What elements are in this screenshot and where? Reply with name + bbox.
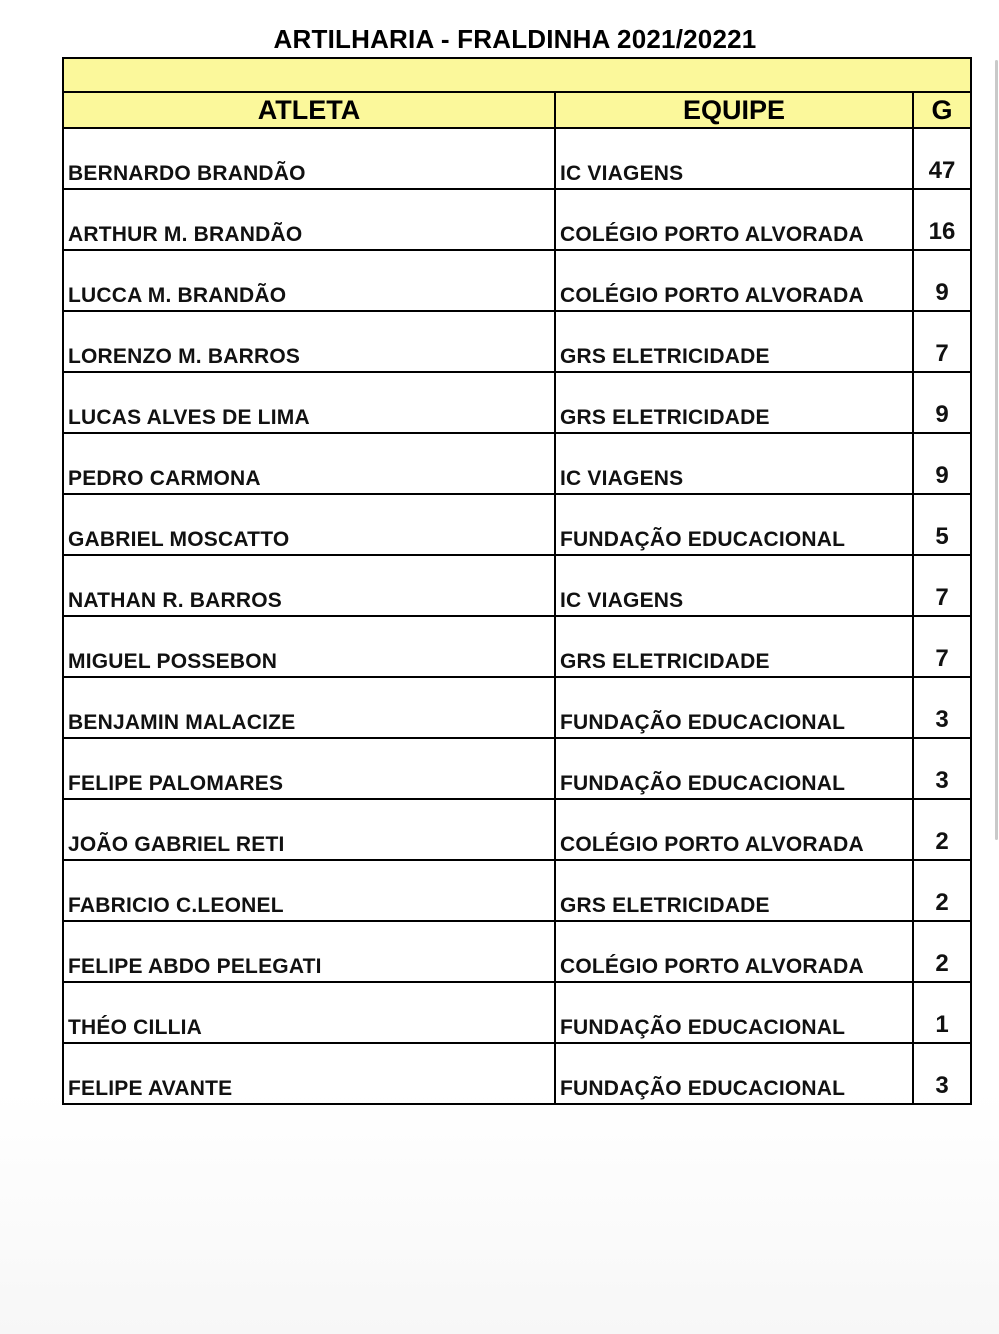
goals-cell: 2 bbox=[913, 860, 971, 921]
team-name-cell: GRS ELETRICIDADE bbox=[555, 860, 913, 921]
athlete-name-cell: LUCCA M. BRANDÃO bbox=[63, 250, 555, 311]
header-row bbox=[63, 92, 971, 128]
table-row bbox=[63, 311, 971, 372]
athlete-name-cell: BENJAMIN MALACIZE bbox=[63, 677, 555, 738]
table-row bbox=[63, 250, 971, 311]
athlete-name-cell: LUCAS ALVES DE LIMA bbox=[63, 372, 555, 433]
table-row bbox=[63, 921, 971, 982]
table-row bbox=[63, 555, 971, 616]
team-name-cell: COLÉGIO PORTO ALVORADA bbox=[555, 189, 913, 250]
goals-cell: 3 bbox=[913, 1043, 971, 1104]
goals-cell: 2 bbox=[913, 799, 971, 860]
column-header-atleta: ATLETA bbox=[63, 92, 555, 128]
team-name-cell: FUNDAÇÃO EDUCACIONAL bbox=[555, 494, 913, 555]
goals-cell: 9 bbox=[913, 250, 971, 311]
team-name-cell: IC VIAGENS bbox=[555, 128, 913, 189]
team-name-cell: FUNDAÇÃO EDUCACIONAL bbox=[555, 677, 913, 738]
team-name-cell: GRS ELETRICIDADE bbox=[555, 616, 913, 677]
athlete-name-cell: ARTHUR M. BRANDÃO bbox=[63, 189, 555, 250]
table-row bbox=[63, 982, 971, 1043]
table-row bbox=[63, 1043, 971, 1104]
athlete-name-cell: THÉO CILLIA bbox=[63, 982, 555, 1043]
goals-cell: 1 bbox=[913, 982, 971, 1043]
page-title: ARTILHARIA - FRALDINHA 2021/20221 bbox=[273, 24, 757, 54]
goals-cell: 16 bbox=[913, 189, 971, 250]
athlete-name-cell: FELIPE PALOMARES bbox=[63, 738, 555, 799]
team-name-cell: COLÉGIO PORTO ALVORADA bbox=[555, 799, 913, 860]
team-name-cell: GRS ELETRICIDADE bbox=[555, 372, 913, 433]
athlete-name-cell: GABRIEL MOSCATTO bbox=[63, 494, 555, 555]
scrollbar[interactable] bbox=[995, 60, 998, 840]
table-row bbox=[63, 494, 971, 555]
athlete-name-cell: JOÃO GABRIEL RETI bbox=[63, 799, 555, 860]
team-name-cell: FUNDAÇÃO EDUCACIONAL bbox=[555, 982, 913, 1043]
athlete-name-cell: FABRICIO C.LEONEL bbox=[63, 860, 555, 921]
athlete-name-cell: MIGUEL POSSEBON bbox=[63, 616, 555, 677]
athlete-name-cell: LORENZO M. BARROS bbox=[63, 311, 555, 372]
table-row bbox=[63, 189, 971, 250]
goals-cell: 3 bbox=[913, 738, 971, 799]
team-name-cell: FUNDAÇÃO EDUCACIONAL bbox=[555, 1043, 913, 1104]
team-name-cell: FUNDAÇÃO EDUCACIONAL bbox=[555, 738, 913, 799]
table-row bbox=[63, 128, 971, 189]
table-row bbox=[63, 433, 971, 494]
goals-cell: 7 bbox=[913, 311, 971, 372]
goals-cell: 9 bbox=[913, 372, 971, 433]
team-name-cell: GRS ELETRICIDADE bbox=[555, 311, 913, 372]
page-background bbox=[0, 1090, 999, 1334]
column-header-gols: G bbox=[913, 92, 971, 128]
table-row bbox=[63, 616, 971, 677]
goals-cell: 2 bbox=[913, 921, 971, 982]
header-band bbox=[63, 58, 971, 92]
goals-cell: 47 bbox=[913, 128, 971, 189]
goals-cell: 5 bbox=[913, 494, 971, 555]
team-name-cell: COLÉGIO PORTO ALVORADA bbox=[555, 921, 913, 982]
table-row bbox=[63, 860, 971, 921]
column-header-equipe: EQUIPE bbox=[555, 92, 913, 128]
athlete-name-cell: BERNARDO BRANDÃO bbox=[63, 128, 555, 189]
goals-cell: 9 bbox=[913, 433, 971, 494]
goals-cell: 3 bbox=[913, 677, 971, 738]
table-row bbox=[63, 738, 971, 799]
athlete-name-cell: NATHAN R. BARROS bbox=[63, 555, 555, 616]
header-band-cell bbox=[63, 58, 971, 92]
goals-cell: 7 bbox=[913, 616, 971, 677]
team-name-cell: COLÉGIO PORTO ALVORADA bbox=[555, 250, 913, 311]
athlete-name-cell: PEDRO CARMONA bbox=[63, 433, 555, 494]
table-row bbox=[63, 799, 971, 860]
table-row bbox=[63, 372, 971, 433]
athlete-name-cell: FELIPE ABDO PELEGATI bbox=[63, 921, 555, 982]
scorers-table bbox=[62, 57, 972, 1105]
team-name-cell: IC VIAGENS bbox=[555, 555, 913, 616]
goals-cell: 7 bbox=[913, 555, 971, 616]
team-name-cell: IC VIAGENS bbox=[555, 433, 913, 494]
table-row bbox=[63, 677, 971, 738]
athlete-name-cell: FELIPE AVANTE bbox=[63, 1043, 555, 1104]
